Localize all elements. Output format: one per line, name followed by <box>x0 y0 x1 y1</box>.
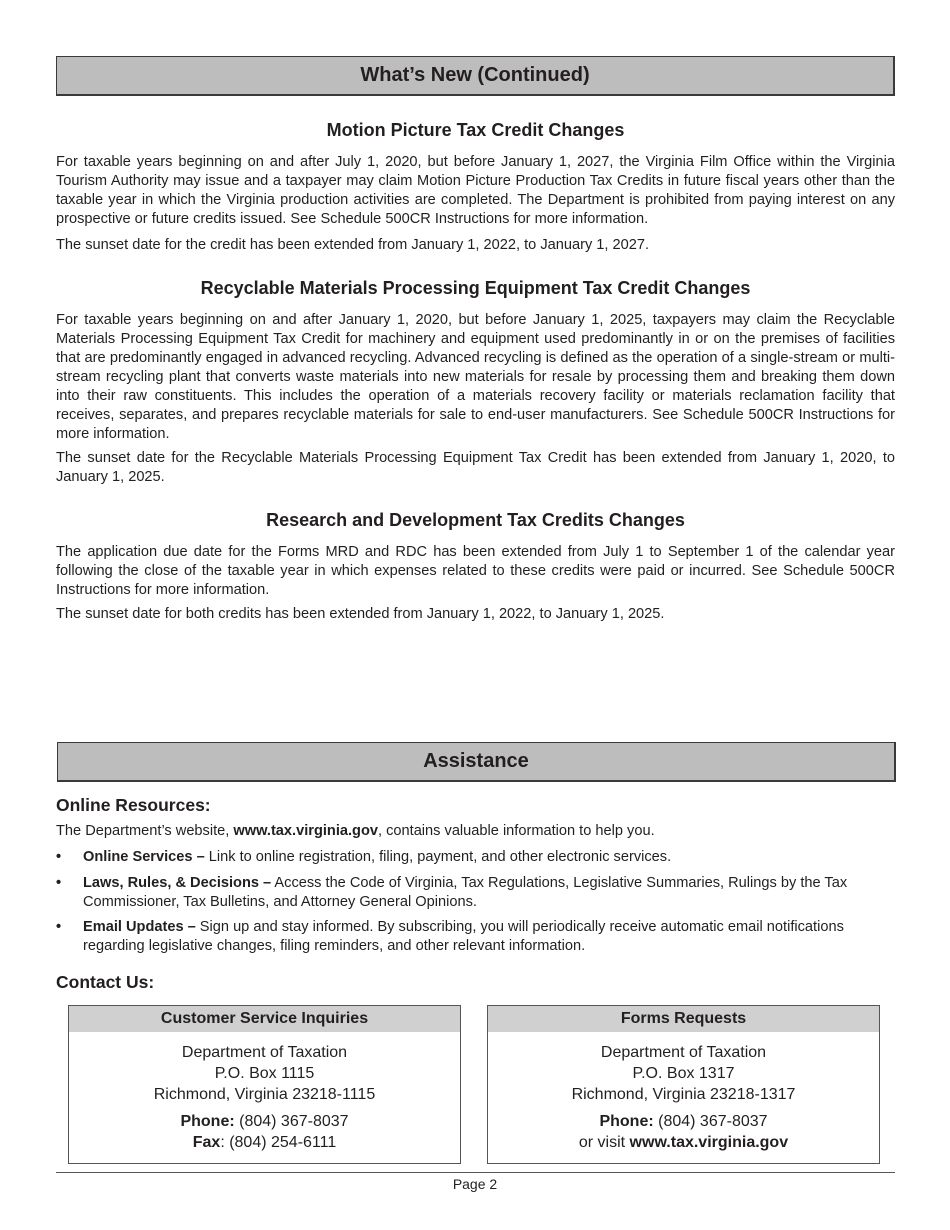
section-heading: Research and Development Tax Credits Changes <box>266 510 685 530</box>
address-line: P.O. Box 1317 <box>632 1065 735 1082</box>
section-heading: Recyclable Materials Processing Equipment Tax Credit Changes <box>200 278 751 298</box>
forms-requests-box <box>487 1005 880 1164</box>
website-line <box>488 1132 879 1153</box>
bullet-text: Sign up and stay informed. By subscribing, you will periodically receive automatic email notifications regarding legislative changes, filing reminders, and other relevant information. <box>83 919 844 954</box>
website-intro <box>56 822 895 841</box>
paragraph: The sunset date for the Recyclable Materials Processing Equipment Tax Credit has been extended from January 1, 2020, to January 1, 2025. <box>56 450 895 485</box>
contact-us-heading: Contact Us: <box>56 972 155 992</box>
phone-line <box>488 1111 879 1132</box>
phone-label: Phone: <box>180 1113 235 1130</box>
bullet-text: Access the Code of Virginia, Tax Regulations, Legislative Summaries, Rulings by the Tax Commissioner, Tax Bulletins, and Attorney General Opinions. <box>83 875 848 910</box>
intro-text: The Department’s website, <box>56 823 234 839</box>
address-line: Department of Taxation <box>600 1044 767 1061</box>
bullet-text: Link to online registration, filing, payment, and other electronic services. <box>204 849 672 865</box>
phone-value: (804) 367-8037 <box>653 1113 768 1130</box>
visit-text: or visit <box>578 1134 630 1151</box>
bullet-label: Online Services – <box>83 849 205 865</box>
paragraph: For taxable years beginning on and after January 1, 2020, but before January 1, 2025, taxpayers may claim the Recyclable Materials Processing Equipment Tax Credit for machinery and equipment used predominantly in or on the premises of facilities that are predominantly engaged in advanced recycling. Advanced recycling is defined as the operation of a single-stream or multi-stream recycling plant that converts waste materials into new materials for resale by processing them and breaking them down into their raw constituents. This includes the operation of a materials recovery facility or materials reclamation facility that receives, separates, and prepares recyclable materials for sale to end-user manufacturers. See Schedule 500CR Instructions for more information. <box>56 312 895 442</box>
bullet-icon: • <box>56 919 62 935</box>
footer-divider <box>56 1172 895 1173</box>
paragraph: For taxable years beginning on and after July 1, 2020, but before January 1, 2027, the Virginia Film Office within the Virginia Tourism Authority may issue and a taxpayer may claim Motion Picture Production Tax Credits in future fiscal years other than the taxable year in which the Virginia production activities are completed. The Department is prohibited from paying interest on any prospective or future credits issued. See Schedule 500CR Instructions for more information. <box>56 154 895 227</box>
fax-label: Fax <box>192 1134 221 1151</box>
website-link[interactable]: www.tax.virginia.gov <box>233 823 378 839</box>
address-line: Richmond, Virginia 23218-1115 <box>153 1086 376 1103</box>
bullet-icon: • <box>56 875 62 891</box>
box-title: Forms Requests <box>488 1006 879 1032</box>
bullet-label: Email Updates – <box>83 919 196 935</box>
customer-service-box <box>68 1005 461 1164</box>
fax-value: : (804) 254-6111 <box>220 1134 337 1151</box>
section-heading: Motion Picture Tax Credit Changes <box>326 120 625 140</box>
bullet-icon: • <box>56 849 62 865</box>
phone-value: (804) 367-8037 <box>234 1113 349 1130</box>
list-item <box>56 874 895 912</box>
page-number: Page 2 <box>452 1176 498 1192</box>
website-link[interactable]: www.tax.virginia.gov <box>629 1134 789 1151</box>
fax-line <box>69 1132 460 1153</box>
address-line: P.O. Box 1115 <box>214 1065 315 1082</box>
list-item <box>56 848 895 867</box>
intro-text: , contains valuable information to help you. <box>378 823 655 839</box>
phone-line <box>69 1111 460 1132</box>
address-line: Department of Taxation <box>181 1044 348 1061</box>
paragraph: The sunset date for the credit has been extended from January 1, 2022, to January 1, 2027. <box>56 237 650 253</box>
paragraph: The sunset date for both credits has been extended from January 1, 2022, to January 1, 2025. <box>56 606 665 622</box>
paragraph: The application due date for the Forms MRD and RDC has been extended from July 1 to September 1 of the calendar year following the close of the taxable year in which expenses related to these credits were paid or incurred. See Schedule 500CR Instructions for more information. <box>56 544 895 598</box>
bullet-label: Laws, Rules, & Decisions – <box>83 875 272 891</box>
box-title: Customer Service Inquiries <box>69 1006 460 1032</box>
assistance-header: Assistance <box>57 742 896 782</box>
online-resources-heading: Online Resources: <box>56 795 211 815</box>
address-line: Richmond, Virginia 23218-1317 <box>571 1086 796 1103</box>
phone-label: Phone: <box>599 1113 654 1130</box>
whats-new-header: What’s New (Continued) <box>56 56 895 96</box>
list-item <box>56 918 895 956</box>
